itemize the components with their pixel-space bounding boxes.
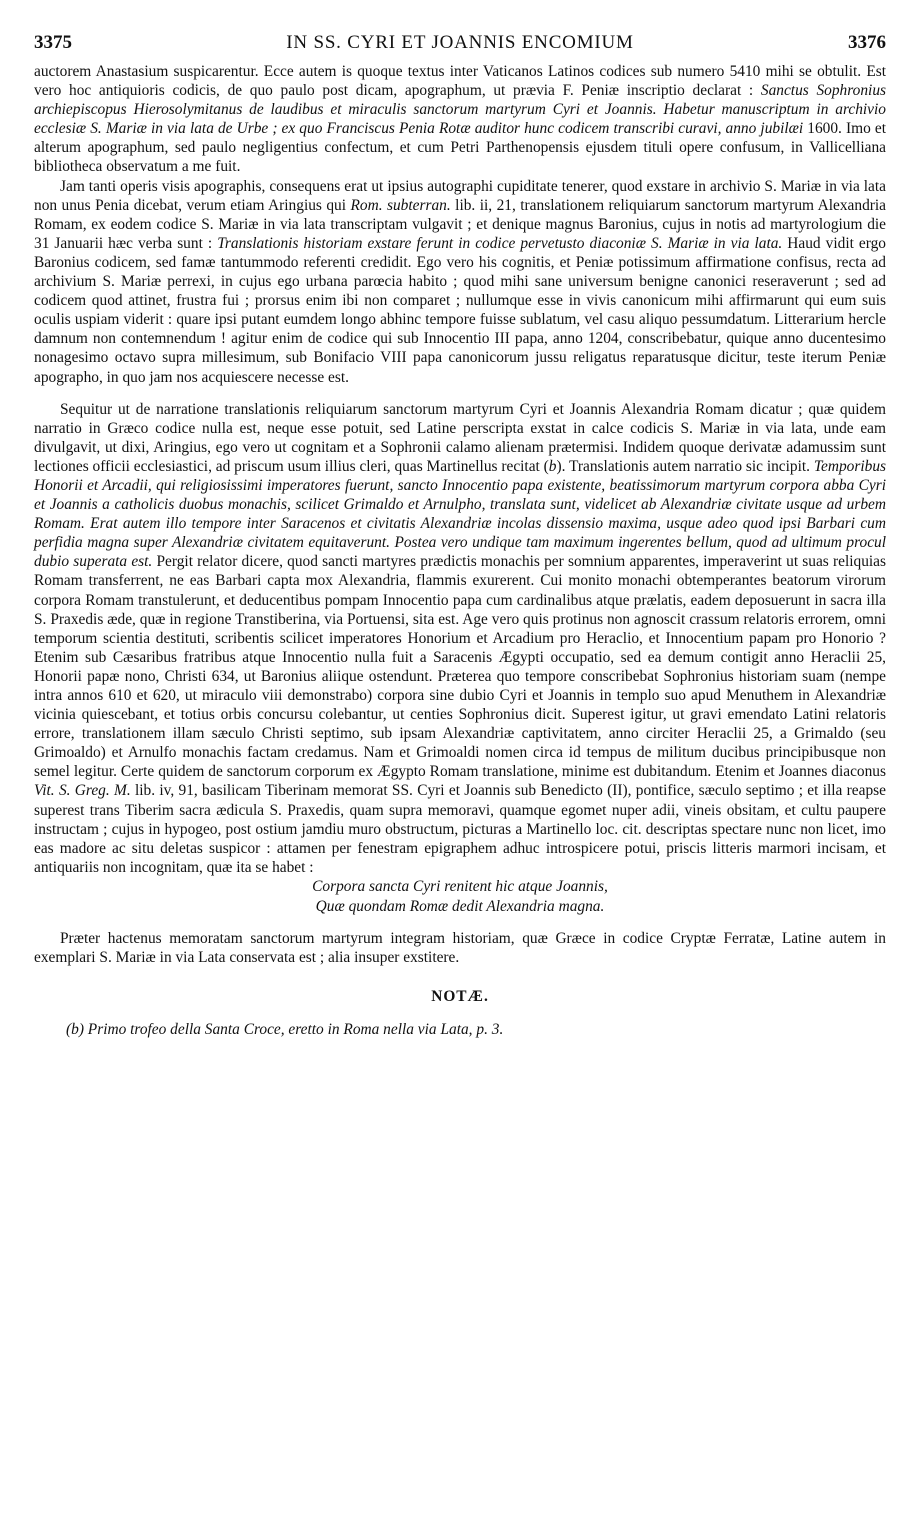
inscription-verse: [34, 877, 886, 916]
footnote-ref-b: b: [548, 457, 557, 475]
paragraph-2-text-c: Haud vidit ergo Baronius codicem, sed famæ tantummodo referenti credidit. Ego vero his cognitis, et Peniæ potissimum affirmatione confisus, recta ad archivium S. Mariæ perrexi, in cujus ego urbana parœcia habito ; quod mihi sane universum benigne canonici reseraverunt ; sed ad codicem quod attinet, frustra fui ; prorsus enim ibi non comparet ; nullumque esse in vivis canonicum mihi affirmarunt qui eum suis oculis uspiam viderit : quare ipsi putant eumdem longo abhinc tempore fuisse sublatum, vel casu aliquo pessumdatum. Litterarium hercle damnum non contemnendum ! agitur enim de codice qui sub Innocentio III papa, anno 1204, conscribebatur, quique anno ducentesimo nonagesimo octavo supra millesimum, sub Bonifacio VIII papa canonicorum jussu religatus reparatusque dicitur, teste iterum Peniæ apographo, in quo jam nos acquiescere necesse est.: [34, 234, 886, 386]
footnote-mark: (b): [66, 1021, 84, 1039]
paragraph-1-italic-a: Sanctus Sophronius archiepiscopus Hierosolymitanus de laudibus et miraculis sanctorum martyrum Cyri et Joannis. Habetur manuscriptum in archivio ecclesiæ S. Mariæ in via lata de Urbe ; ex quo Franciscus Penia Rotæ auditor hunc codicem transcribi curavi, anno jubilæi: [34, 82, 887, 138]
verse-line-1: Corpora sancta Cyri renitent hic atque Joannis,: [312, 877, 608, 895]
paragraph-4-text: Præter hactenus memoratam sanctorum martyrum integram historiam, quæ Græce in codice Cryptæ Ferratæ, Latine autem in exemplari S. Mariæ in via Lata conservata est ; alia insuper exstitere.: [34, 930, 886, 967]
notes-heading: NOTÆ.: [431, 988, 489, 1006]
paragraph-3-italic-quote: Temporibus Honorii et Arcadii, qui religiosissimi imperatores fuerunt, sancto Innocentio papa existente, beatissimorum martyrum corpora abba Cyri et Joannis a catholicis duobus monachis, scilicet Grimaldo et Arnulpho, translata sunt, videlicet ab Alexandriæ civitate usque ad urbem Romam. Erat autem illo tempore inter Saracenos et civitatis Alexandriæ incolas dissensio maxima, usque adeo quod ipsi Barbari cum perfidia magna super Alexandriæ civitatem equitaverunt. Postea vero undique tam maximum ingerentes bellum, quod ad ultimum procul dubio superata est.: [34, 457, 887, 571]
paragraph-2-text-b: lib. ii, 21, translationem reliquiarum sanctorum martyrum Alexandria Romam, ex eodem codice S. Mariæ in via lata transcriptam vulgavit ; et denique magnus Baronius, cujus in notis ad martyrologium die 31 Januarii hæc verba sunt :: [34, 196, 886, 252]
paragraph-4: [34, 929, 886, 967]
paragraph-3-italic-title: Vit. S. Greg. M.: [34, 782, 131, 800]
paragraph-3-text-d: lib. iv, 91, basilicam Tiberinam memorat SS. Cyri et Joannis sub Benedicto (II), pontifice, sæculo septimo ; et illa reapse superest trans Tiberim sacra ædicula S. Praxedis, quam supra memoravi, quamque egomet nuper adii, vineis obsitam, et cultu paupere instructam ; cujus in hypogeo, post ostium jamdiu muro obstructum, picturas a Martinello loc. cit. descriptas spectare nunc non licet, imo eas madore ac situ deletas suspicor : attamen per fenestram epigraphem adhuc introspicere potui, priscis litteris marmori incisam, et antiquariis non incognitam, quæ ita se habet :: [34, 782, 886, 876]
running-title: IN SS. CYRI ET JOANNIS ENCOMIUM: [286, 32, 634, 53]
paragraph-3-text-a: Sequitur ut de narratione translationis reliquiarum sanctorum martyrum Cyri et Joannis Alexandria Romam dicatur ; quæ quidem narratio in Græco codice nulla est, neque esse potuit, sed Latine perscripta exstat in calce codicis S. Mariæ in via lata, unde eam divulgavit, ut dixi, Aringius, ego vero ut cognitam et a Sophronii calamo alienam prætermisi. Indidem quoque derivatæ adamussim sunt lectiones officii ecclesiastici, ad priscum usum illius cleri, quas Martinellus recitat (: [34, 400, 886, 475]
page-number-left: 3375: [34, 32, 72, 53]
paragraph-2-italic-b: Translationis historiam exstare ferunt in codice pervetusto diaconiæ S. Mariæ in via lata.: [217, 234, 783, 252]
paragraph-1: [34, 62, 886, 177]
footnote-text: Primo trofeo della Santa Croce, eretto in Roma nella via Lata, p. 3.: [83, 1021, 504, 1039]
paragraph-3-text-c: Pergit relator dicere, quod sancti martyres prædictis monachis per somnium apparentes, imperaverint ut suas reliquias Romam transferrent, ne eas Barbari capta mox Alexandria, flammis exurerent. Cui monito monachi obtemperantes beatorum virorum corpora Romam transtulerunt, et deducentibus pompam Innocentio papa cum cardinalibus atque prælatis, eadem deposuerunt in sacra illa S. Praxedis æde, quæ in regione Transtiberina, via Portuensi, sita est. Age vero quis protinus non agnoscit crassum relatoris errorem, omni temporum scientia destituti, scribentis scilicet imperatores Honorium et Arcadium pro Heraclio, et Innocentium papam pro Honorio ? Etenim sub Cæsaribus fratribus atque Innocentio nulla fuit a Saracenis Ægypti occupatio, sed ea demum contigit anno Heraclii 25, Honorii papæ nono, Christi 634, ut Baronius aliique ostendunt. Præterea quo tempore conscribebat Sophronius historiam suam (nempe intra annos 610 et 620, ut miraculo viii demonstrabo) corpora sine dubio Cyri et Joannis in templo suo apud Menuthem in Alexandriæ vicinia quiescebant, et totius orbis concursu colebantur, ut centies Sophronius dicit. Superest igitur, ut gravi emendato Latini relatoris errore, translationem illam sæculo Christi septimo, sub ipsam Alexandriæ captivitatem, anno circiter Heraclii 25, a Grimaldo (seu Grimoaldo) et Arnulfo monachis factam credamus. Nam et Grimoaldi nomen circa id tempus de militum ducibus principibusque non semel legitur. Certe quidem de sanctorum corporum ex Ægypto Romam translatione, minime est dubitandum. Etenim et Joannes diaconus: [34, 553, 886, 781]
paragraph-3: [34, 400, 886, 877]
footnote-b: [34, 1020, 886, 1039]
paragraph-1-text-a: auctorem Anastasium suspicarentur. Ecce autem is quoque textus inter Vaticanos Latinos codices sub numero 5410 mihi se obtulit. Est vero hoc antiquioris codicis, de quo paulo post dicam, apographum, ut prævia F. Peniæ inscriptio declarat :: [34, 63, 886, 100]
paragraph-2: [34, 177, 886, 387]
paragraph-2-italic-a: Rom. subterran.: [350, 196, 451, 214]
page-body: [34, 62, 886, 1039]
paragraph-3-text-b: ). Translationis autem narratio sic incipit.: [556, 457, 814, 475]
running-header: [34, 32, 886, 58]
verse-line-2: Quæ quondam Romæ dedit Alexandria magna.: [315, 897, 605, 915]
page-number-right: 3376: [848, 32, 886, 53]
paragraph-1-text-b: 1600. Imo et alterum apographum, sed paulo negligentius confectum, et cum Petri Parthenopensis ejusdem tituli opere confusum, in Vallicelliana bibliotheca observatum a me fuit.: [34, 120, 886, 176]
paragraph-2-text-a: Jam tanti operis visis apographis, consequens erat ut ipsius autographi cupiditate tenerer, quod exstare in archivio S. Mariæ in via lata non unus Penia dicebat, verum etiam Aringius qui: [34, 177, 886, 214]
